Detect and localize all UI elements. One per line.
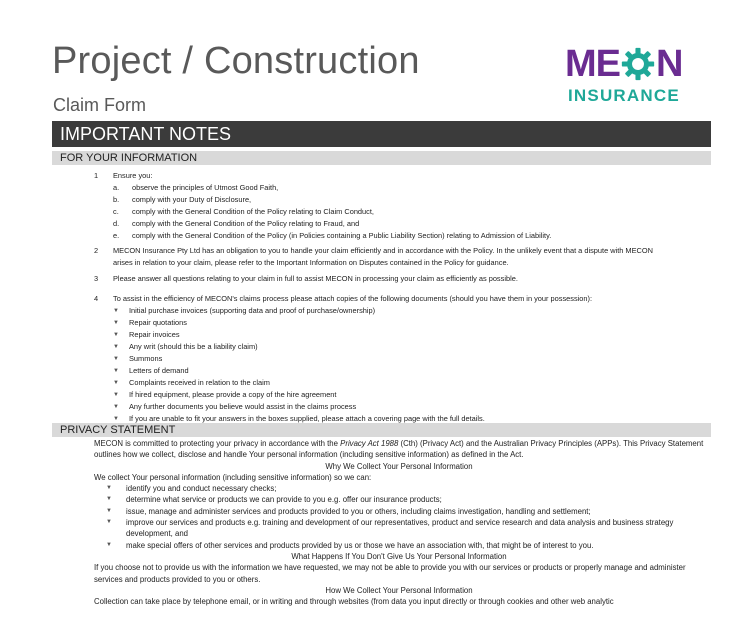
note-number: 1 [94,171,99,180]
bullet-icon: ▼ [113,356,119,362]
list-item: ▼ identify you and conduct necessary checks; [106,484,277,494]
note-number: 4 [94,294,99,303]
bullet-icon: ▼ [113,380,119,386]
gear-icon [621,47,655,81]
bullet-icon: ▼ [113,308,119,314]
how-collect-heading: How We Collect Your Personal Information [325,585,473,595]
how-collect-text: Collection can take place by telephone email, or in writing and through websites (from data you input directly or through cookies and other web analytic [94,597,614,607]
list-item: ▼ Any writ (should this be a liability claim) [113,342,258,351]
bullet-icon: ▼ [113,404,119,410]
why-collect-intro: We collect Your personal information (including sensitive information) so we can: [94,472,372,482]
bullet-icon: ▼ [106,507,112,514]
bullet-icon: ▼ [113,320,119,326]
privacy-statement-body [94,438,704,607]
note-number: 2 [94,246,99,255]
privacy-intro: MECON is committed to protecting your privacy in accordance with the Privacy Act 1988 (Cth) (Privacy Act) and the Australian Privacy Principles (APPs). This Privacy Statement outlines how we collect, disclose and handle Your personal information (including sensitive information) as defined in the Act. [94,439,704,460]
list-item: ▼ make special offers of other services and products provided by us or those we have an association with, that might be of interest to you. [106,540,594,550]
note-intro: Ensure you: [113,171,153,180]
for-your-information-heading: FOR YOUR INFORMATION [52,151,711,165]
page-subtitle: Claim Form [53,95,146,115]
list-item: ▼ Repair quotations [113,318,187,327]
logo-subtext: INSURANCE [568,86,680,105]
page-title: Project / Construction [52,40,420,82]
list-item: ▼ determine what service or products we can provide to you e.g. offer our insurance products; [106,495,442,505]
privacy-statement-heading: PRIVACY STATEMENT [52,423,711,437]
list-item: ▼ Complaints received in relation to the claim [113,378,270,387]
bullet-icon: ▼ [113,344,119,350]
list-item: e. comply with the General Condition of the Policy (in Policies containing a Public Liability Section) relating to Admission of Liability. [113,231,552,240]
list-item: b. comply with your Duty of Disclosure, [113,195,252,204]
list-item: ▼ Initial purchase invoices (supporting data and proof of purchase/ownership) [113,306,376,315]
list-item: a. observe the principles of Utmost Good Faith, [113,183,279,192]
note-intro: To assist in the efficiency of MECON's claims process please attach copies of the following documents (should you have them in your possession): [113,294,593,303]
list-item: ▼ Any further documents you believe would assist in the claims process [113,402,357,411]
note-number: 3 [94,274,99,283]
logo-text-left: ME [565,43,620,85]
sub-list [113,182,552,242]
bullet-icon: ▼ [106,496,112,503]
important-notes-heading: IMPORTANT NOTES [52,121,711,147]
bullet-icon: ▼ [106,519,112,526]
bullet-icon: ▼ [113,332,119,338]
bullet-icon: ▼ [106,485,112,492]
what-happens-heading: What Happens If You Don't Give Us Your Personal Information [291,551,507,561]
mecon-insurance-logo [565,44,713,108]
bullet-icon: ▼ [113,368,119,374]
what-happens-text: If you choose not to provide us with the information we have requested, we may not be able to provide you with our services or products or properly manage and administer services and products provided to you or others. [94,563,686,584]
list-item: d. comply with the General Condition of the Policy relating to Fraud, and [113,219,360,228]
list-item: ▼ improve our services and products e.g. training and development of our representatives, product and service research and data analysis and business strategy development, and [106,518,674,539]
note-text-line: Please answer all questions relating to your claim in full to assist MECON in processing your claim as efficiently as possible. [113,274,518,283]
documents-list [113,305,592,425]
bullet-icon: ▼ [106,541,112,548]
bullet-icon: ▼ [113,392,119,398]
list-item: ▼ If you are unable to fit your answers in the boxes supplied, please attach a covering page with the full details. [113,414,485,423]
list-item: ▼ Repair invoices [113,330,180,339]
logo-wordmark [565,44,682,84]
list-item: ▼ Letters of demand [113,366,189,375]
why-collect-heading: Why We Collect Your Personal Information [325,461,473,471]
bullet-icon: ▼ [113,416,119,422]
logo-text-right: N [656,43,683,85]
note-text-line: MECON Insurance Pty Ltd has an obligation to you to handle your claim efficiently and in accordance with the Policy. In the unlikely event that a dispute with MECON [113,246,653,255]
list-item: ▼ Summons [113,354,163,363]
list-item: ▼ If hired equipment, please provide a copy of the hire agreement [113,390,337,399]
why-collect-list [94,483,704,551]
list-item: c. comply with the General Condition of the Policy relating to Claim Conduct, [113,207,374,216]
note-text-line: arises in relation to your claim, please refer to the Important Information on Disputes contained in the Policy for guidance. [113,258,509,267]
list-item: ▼ issue, manage and administer services and products provided to you or others, including claims investigation, handling and settlement; [106,506,591,516]
